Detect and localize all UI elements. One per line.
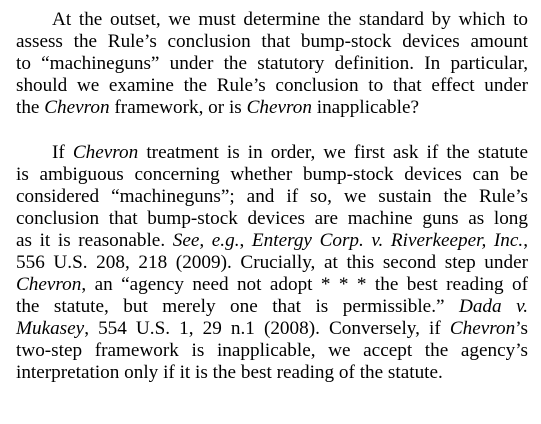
text-line <box>16 208 528 230</box>
text-run: 556 U.S. 208, 218 (2009). Crucially, at this second step under <box>16 252 528 273</box>
text-line <box>16 362 528 384</box>
text-line <box>16 186 528 208</box>
text-line <box>52 142 528 164</box>
text-run: the statute, but merely one that is permissible.” <box>16 296 459 317</box>
text-run: framework, or is <box>109 97 247 118</box>
text-run: the <box>16 97 45 118</box>
text-run: If <box>52 142 73 163</box>
italic-text-run: See, e.g. <box>172 230 240 251</box>
text-run: interpretation only if it is the best reading of the statute. <box>16 362 443 383</box>
text-line <box>16 53 528 75</box>
italic-text-run: Chevron <box>72 142 139 163</box>
text-line <box>16 296 528 318</box>
text-run: to “machineguns” under the statutory definition. In particular, <box>16 53 528 74</box>
text-line <box>16 230 528 252</box>
text-line <box>16 340 528 362</box>
text-run: conclusion that bump-stock devices are machine guns as long <box>16 208 528 229</box>
text-run: inapplicable? <box>311 97 420 118</box>
text-run: two-step framework is inapplicable, we accept the agency’s <box>16 340 528 361</box>
text-line <box>16 164 528 186</box>
text-line <box>16 318 528 340</box>
italic-text-run: Dada v. <box>458 296 528 317</box>
text-line <box>16 274 528 296</box>
italic-text-run: Chevron <box>449 318 516 339</box>
italic-text-run: Chevron <box>16 274 82 295</box>
text-line <box>16 31 528 53</box>
text-run: assess the Rule’s conclusion that bump-stock devices amount <box>16 31 528 52</box>
italic-text-run: Chevron <box>44 97 110 118</box>
text-run: considered “machineguns”; and if so, we sustain the Rule’s <box>16 186 528 207</box>
italic-text-run: Chevron <box>246 97 312 118</box>
text-line <box>16 252 528 274</box>
text-run: ’s <box>515 318 528 339</box>
text-run: At the outset, we must determine the standard by which to <box>52 9 528 30</box>
text-run: should we examine the Rule’s conclusion to that effect under <box>16 75 528 96</box>
text-run: is ambiguous concerning whether bump-stock devices can be <box>16 164 528 185</box>
text-line <box>16 75 528 97</box>
italic-text-run: Mukasey <box>16 318 85 339</box>
text-run: , <box>523 230 528 251</box>
text-line <box>16 97 528 119</box>
italic-text-run: Entergy Corp. v. Riverkeeper, Inc. <box>251 230 524 251</box>
text-run: as it is reasonable. <box>16 230 173 251</box>
text-run: , <box>239 230 252 251</box>
text-run: treatment is in order, we first ask if the statute <box>138 142 528 163</box>
text-line <box>52 9 528 31</box>
text-run: , 554 U.S. 1, 29 n.1 (2008). Conversely, if <box>84 318 450 339</box>
text-run: , an “agency need not adopt * * * the best reading of <box>81 274 528 295</box>
